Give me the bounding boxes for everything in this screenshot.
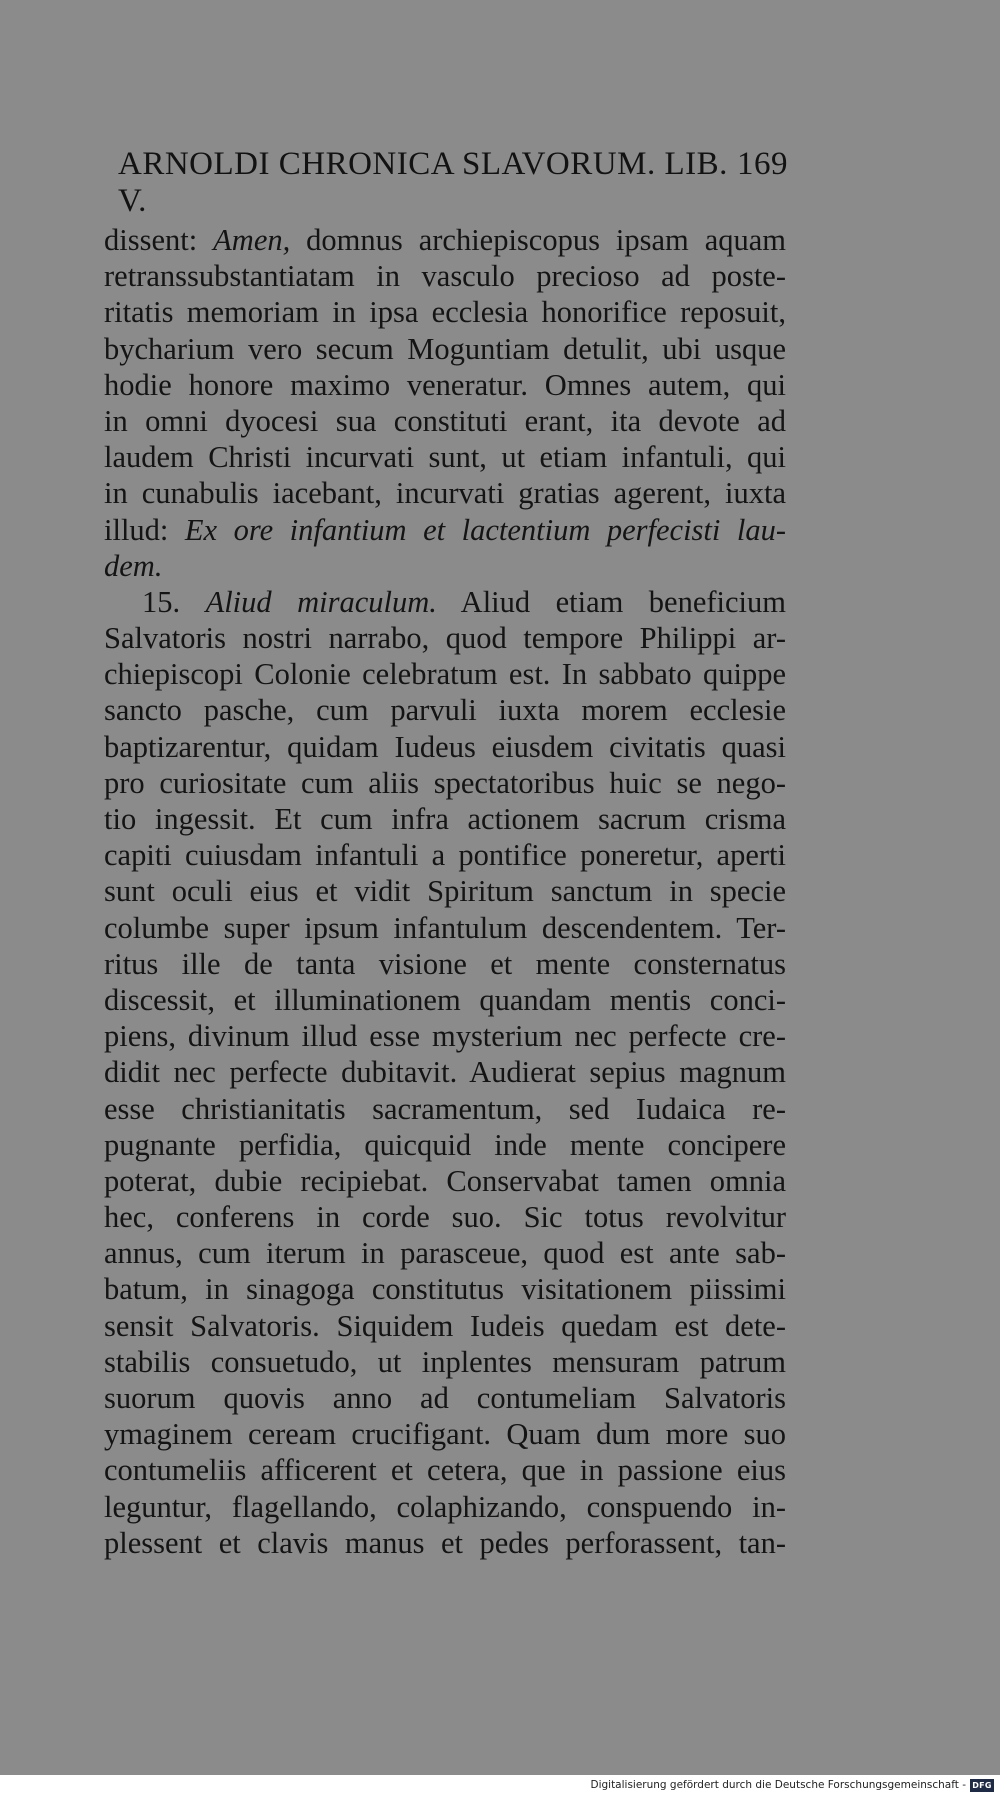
text-line: hec, conferens in corde suo. Sic totus revolvitur	[104, 1200, 786, 1235]
text-line: ritus ille de tanta visione et mente consternatus	[104, 946, 786, 981]
text-line: ymaginem ceream crucifigant. Quam dum more suo	[104, 1417, 786, 1452]
text-line: sensit Salvatoris. Siquidem Iudeis quedam est dete-	[104, 1308, 786, 1343]
text-line: in omni dyocesi sua constituti erant, ita devote ad	[104, 403, 786, 438]
text-line: bycharium vero secum Moguntiam detulit, ubi usque	[104, 331, 786, 366]
text-line: baptizarentur, quidam Iudeus eiusdem civitatis quasi	[104, 729, 786, 764]
text-line: Salvatoris nostri narrabo, quod tempore Philippi ar-	[104, 621, 786, 656]
section-number: 15.	[142, 584, 206, 619]
text-line: laudem Christi incurvati sunt, ut etiam infantuli, qui	[104, 440, 786, 475]
text-line: dissent: Amen, domnus archiepiscopus ipsam aquam	[104, 223, 786, 257]
text-line: tio ingessit. Et cum infra actionem sacrum crisma	[104, 802, 786, 836]
text-line: poterat, dubie recipiebat. Conservabat tamen omnia	[104, 1163, 786, 1198]
text-line: contumeliis afficerent et cetera, que in passione eius	[104, 1453, 786, 1488]
text-line: sancto pasche, cum parvuli iuxta morem ecclesie	[104, 693, 786, 728]
text-line: stabilis consuetudo, ut inplentes mensuram patrum	[104, 1344, 786, 1379]
text-line: esse christianitatis sacramentum, sed Iudaica re-	[104, 1091, 786, 1126]
page-number: 169	[737, 146, 788, 182]
text-line: batum, in sinagoga constitutus visitationem piissimi	[104, 1272, 786, 1307]
funding-credit: Digitalisierung gefördert durch die Deutsche Forschungsgemeinschaft -	[590, 1779, 966, 1791]
text-line: sunt oculi eius et vidit Spiritum sanctum in specie	[104, 874, 786, 909]
text-line: capiti cuiusdam infantuli a pontifice poneretur, aperti	[104, 838, 786, 873]
running-head	[118, 146, 788, 219]
running-title: ARNOLDI CHRONICA SLAVORUM. LIB. V.	[118, 146, 728, 219]
dfg-logo-icon: DFG	[970, 1779, 994, 1792]
text-line: ritatis memoriam in ipsa ecclesia honorifice reposuit,	[104, 295, 786, 330]
text-line: hodie honore maximo veneratur. Omnes autem, qui	[104, 367, 786, 402]
digitization-footer	[0, 1775, 1000, 1797]
text-line: discessit, et illuminationem quandam mentis conci-	[104, 982, 786, 1017]
text-line: didit nec perfecte dubitavit. Audierat sepius magnum	[104, 1055, 786, 1090]
text-line: pugnante perfidia, quicquid inde mente concipere	[104, 1127, 786, 1162]
text-line: in cunabulis iacebant, incurvati gratias agerent, iuxta	[104, 476, 786, 511]
text-line: dem.	[104, 548, 163, 583]
text-line: illud: Ex ore infantium et lactentium perfecisti lau-	[104, 512, 787, 547]
section-title: Aliud miraculum.	[205, 584, 437, 619]
text-line: annus, cum iterum in parasceue, quod est ante sab-	[104, 1236, 786, 1271]
text-line: leguntur, flagellando, colaphizando, conspuendo in-	[104, 1489, 786, 1524]
text-line: chiepiscopi Colonie celebratum est. In sabbato quippe	[104, 657, 786, 692]
text-line: pro curiositate cum aliis spectatoribus huic se nego-	[104, 765, 786, 800]
section-heading-line: 15. Aliud miraculum. Aliud etiam beneficium	[142, 584, 786, 619]
text-line: columbe super ipsum infantulum descendentem. Ter-	[104, 910, 786, 945]
text-line: piens, divinum illud esse mysterium nec perfecte cre-	[104, 1019, 786, 1054]
body-text	[104, 222, 786, 1561]
text-line: suorum quovis anno ad contumeliam Salvatoris	[104, 1381, 786, 1415]
text-line: plessent et clavis manus et pedes perforassent, tan-	[104, 1525, 786, 1560]
text-line: retranssubstantiatam in vasculo precioso ad poste-	[104, 259, 786, 294]
